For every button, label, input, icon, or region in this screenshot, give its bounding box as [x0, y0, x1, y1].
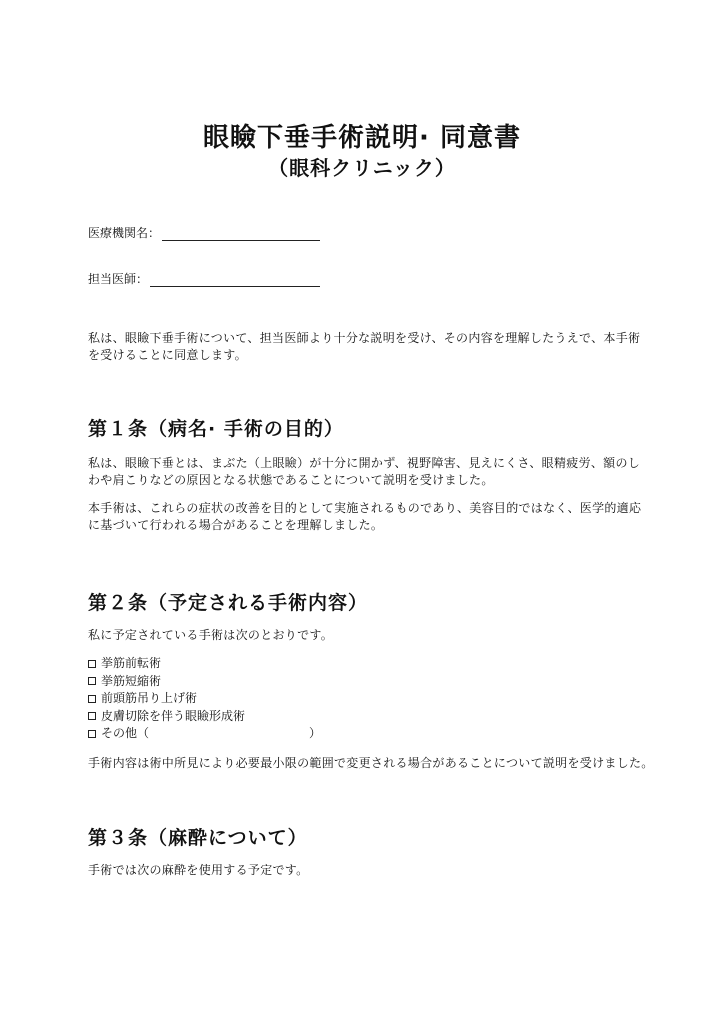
article3-heading: 第３条（麻酔について） [88, 827, 308, 849]
article1-line: わや肩こりなどの原因となる状態であることについて説明を受けました。 [88, 473, 494, 487]
article1-paragraph-2 [88, 500, 648, 534]
procedure-option-label: 前頭筋吊り上げ術 [101, 691, 198, 705]
procedure-option-label: 挙筋前転術 [101, 656, 162, 670]
article1-paragraph-1 [88, 455, 648, 489]
article2-note: 手術内容は術中所見により必要最小限の範囲で変更される場合があることについて説明を受けました。 [88, 756, 654, 770]
article1-line: 私は、眼瞼下垂とは、まぶた（上眼瞼）が十分に開かず、視野障害、見えにくさ、眼精疲労、額のし [88, 456, 641, 470]
article1-line: に基づいて行われる場合があることを理解しました。 [88, 518, 384, 532]
doctor-label: 担当医師： [88, 272, 149, 286]
procedure-option-label: 挙筋短縮術 [101, 673, 162, 688]
procedure-option [88, 673, 321, 691]
article1-heading: 第１条（病名· 手術の目的） [88, 418, 344, 440]
checkbox[interactable] [88, 730, 96, 738]
article1-line: 本手術は、これらの症状の改善を目的として実施されるものであり、美容目的ではなく、医学的適応 [88, 501, 642, 515]
procedure-other-close: ） [309, 726, 322, 740]
checkbox[interactable] [88, 712, 96, 720]
doctor-blank-line [150, 274, 320, 287]
article2-lead: 私に予定されている手術は次のとおりです。 [88, 628, 334, 642]
doctor-field [88, 270, 320, 287]
procedure-option [88, 708, 321, 726]
procedure-option-label: 皮膚切除を伴う眼瞼形成術 [101, 708, 246, 723]
checkbox[interactable] [88, 677, 96, 685]
procedure-option [88, 690, 321, 708]
article3-lead: 手術では次の麻酔を使用する予定です。 [88, 863, 309, 877]
procedure-option-other [88, 725, 321, 743]
document-subtitle: （眼科クリニック） [268, 156, 456, 180]
institution-blank-line [162, 228, 320, 241]
checkbox[interactable] [88, 695, 96, 703]
article2-heading: 第２条（予定される手術内容） [88, 592, 369, 614]
intro-line: 私は、眼瞼下垂手術について、担当医師より十分な説明を受け、その内容を理解したうえで、本手術 [88, 331, 641, 345]
procedure-option [88, 655, 321, 673]
checkbox[interactable] [88, 660, 96, 668]
document-title: 眼瞼下垂手術説明· 同意書 [203, 123, 521, 153]
institution-label: 医療機関名： [88, 226, 161, 240]
procedure-other-label: その他（ [101, 726, 150, 740]
intro-paragraph [88, 330, 648, 364]
procedure-options-list [88, 655, 321, 743]
institution-field [88, 224, 320, 241]
intro-line: を受けることに同意します。 [88, 348, 247, 362]
